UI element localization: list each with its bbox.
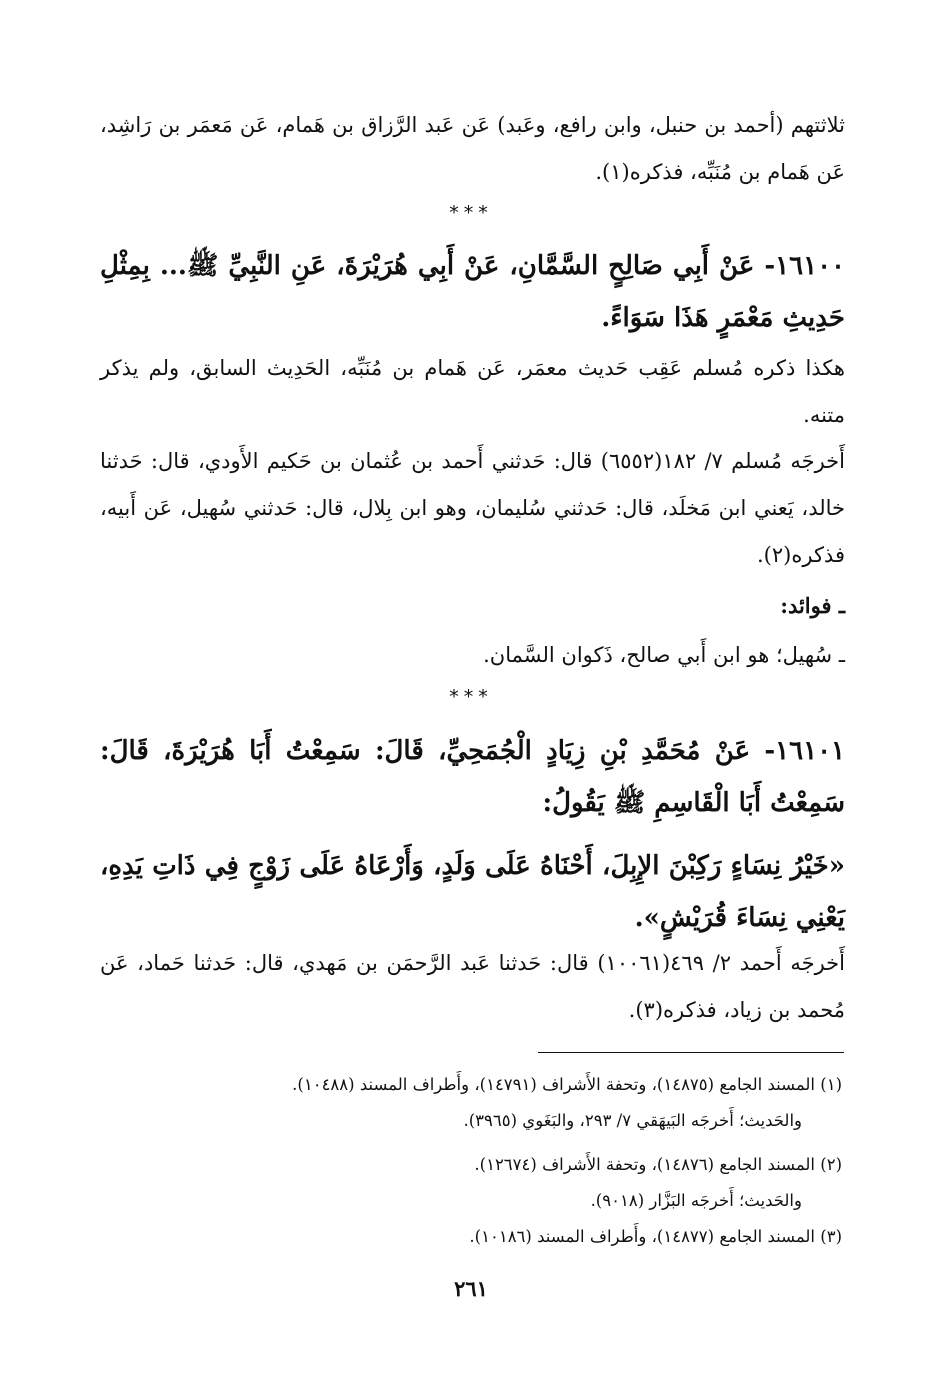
paragraph-muslim-note: هكذا ذكره مُسلم عَقِب حَديث معمَر، عَن هَمام بن مُنَبِّه، الحَدِيث السابق، ولم يذكر متنه. (100, 356, 845, 427)
footnote-2: (٢) المسند الجامع (١٤٨٧٦)، وتحفة الأَشراف (١٢٦٧٤). (474, 1155, 842, 1174)
footnote-2-continued: والحَديث؛ أَخرجَه البَزَّار (٩٠١٨). (590, 1191, 802, 1210)
footnote-3: (٣) المسند الجامع (١٤٨٧٧)، وأَطراف المسند (١٠١٨٦). (469, 1227, 842, 1246)
paragraph-chain-of-narration: ثلاثتهم (أحمد بن حنبل، وابن رافع، وعَبد) عَن عَبد الرَّزاق بن هَمام، عَن مَعمَر بن رَاشِد، عَن هَمام بن مُنَبِّه، فذكره(١). (100, 113, 845, 184)
fawaid-heading: ـ فوائد: (780, 593, 845, 618)
page-number: ٢٦١ (454, 1276, 488, 1301)
paragraph-ahmad-takhrij: أَخرجَه أَحمد ٢/ ٤٦٩(١٠٠٦١) قال: حَدثنا عَبد الرَّحمَن بن مَهدي، قال: حَدثنا حَماد، عَن مُحمد بن زياد، فذكره(٣). (100, 951, 845, 1022)
footnote-1-continued: والحَديث؛ أَخرجَه البَيهَقي ٧/ ٢٩٣، والبَغَوي (٣٩٦٥). (463, 1111, 802, 1130)
hadith-16100-text: ١٦١٠٠- عَنْ أَبِي صَالِحٍ السَّمَّانِ، عَنْ أَبِي هُرَيْرَةَ، عَنِ النَّبِيِّ ﷺ... بِمِثْلِ حَدِيثِ مَعْمَرٍ هَذَا سَوَاءً. (100, 251, 845, 333)
paragraph-muslim-takhrij: أَخرجَه مُسلم ٧/ ١٨٢(٦٥٥٢) قال: حَدثني أَحمد بن عُثمان بن حَكيم الأَودي، قال: حَدثنا خالد، يَعني ابن مَخلَد، قال: حَدثني سُليمان، وهو ابن بِلال، قال: حَدثني سُهيل، عَن أَبيه، فذكره(٢). (100, 449, 845, 567)
hadith-16101-text: ١٦١٠١- عَنْ مُحَمَّدِ بْنِ زِيَادٍ الْجُمَحِيِّ، قَالَ: سَمِعْتُ أَبَا هُرَيْرَةَ، قَالَ: سَمِعْتُ أَبَا الْقَاسِمِ ﷺ يَقُولُ: (100, 736, 845, 818)
hadith-16101-quote: «خَيْرُ نِسَاءٍ رَكِبْنَ الإِبِلَ، أَحْنَاهُ عَلَى وَلَدٍ، وَأَرْعَاهُ عَلَى زَوْجٍ فِي ذَاتِ يَدِهِ، يَعْنِي نِسَاءَ قُرَيْشٍ». (100, 851, 845, 933)
section-separator-stars: *** (449, 202, 493, 224)
section-separator-stars-2: *** (449, 686, 493, 708)
fawaid-item: ـ سُهيل؛ هو ابن أَبي صالح، ذَكوان السَّمان. (483, 643, 845, 667)
footnote-separator (538, 1052, 844, 1053)
footnote-1: (١) المسند الجامع (١٤٨٧٥)، وتحفة الأَشراف (١٤٧٩١)، وأَطراف المسند (١٠٤٨٨). (292, 1075, 842, 1094)
